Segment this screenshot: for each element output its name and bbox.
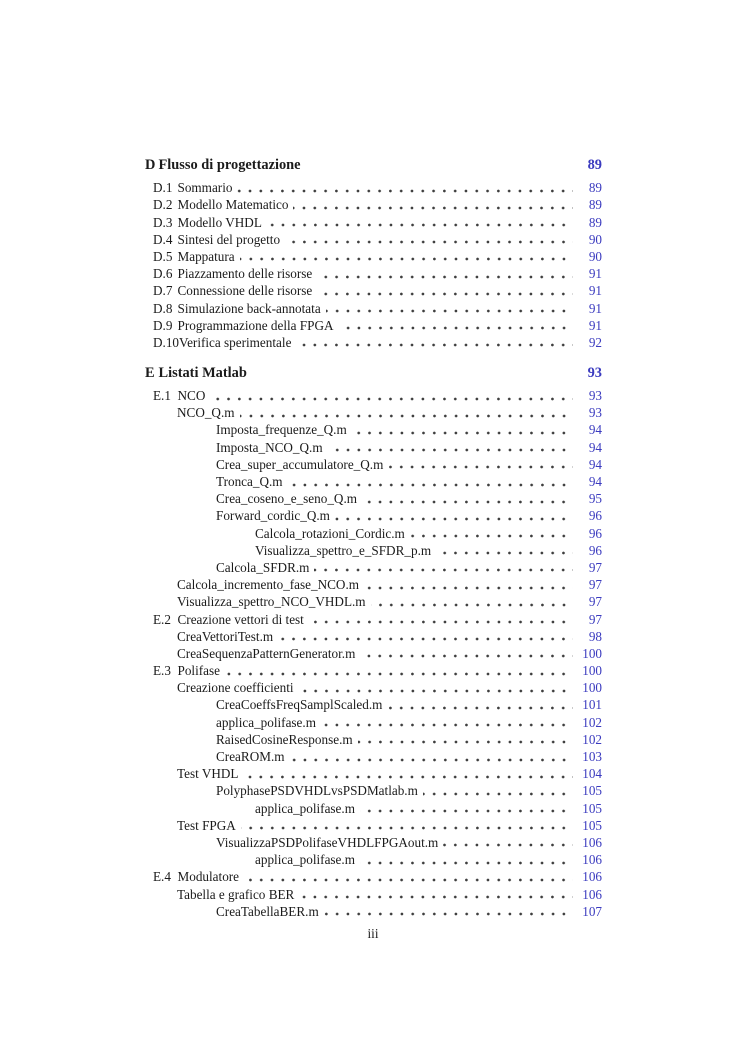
toc-entry xyxy=(145,178,602,195)
entry-page-link[interactable]: 106 xyxy=(582,869,602,885)
toc-entry xyxy=(145,764,602,781)
toc-entry xyxy=(145,627,602,644)
section-title: Listati Matlab xyxy=(158,364,247,381)
entry-number: D.4 xyxy=(153,231,173,247)
toc-entry xyxy=(145,609,602,626)
dotted-leader xyxy=(371,603,573,607)
entry-title: NCO xyxy=(177,388,206,404)
toc-entry xyxy=(145,712,602,729)
entry-number: D.3 xyxy=(153,214,173,230)
entry-title: Calcola_rotazioni_Cordic.m xyxy=(255,525,405,541)
entry-title: CreaTabellaBER.m xyxy=(216,903,319,919)
toc-entry xyxy=(145,489,602,506)
entry-title: Modulatore xyxy=(177,869,240,885)
entry-page-link[interactable]: 98 xyxy=(588,628,602,644)
dotted-leader xyxy=(309,620,573,624)
toc-section-heading xyxy=(145,363,602,382)
entry-title: Connessione delle risorse xyxy=(177,283,313,299)
entry-title: Crea_super_accumulatore_Q.m xyxy=(216,456,384,472)
dotted-leader xyxy=(436,551,573,555)
entry-title: CreaROM.m xyxy=(216,749,285,764)
entry-title: VisualizzaPSDPolifaseVHDLFPGAout.m xyxy=(216,834,439,850)
entry-title: Crea_coseno_e_seno_Q.m xyxy=(216,491,357,507)
dotted-leader xyxy=(443,843,573,847)
entry-page-link[interactable]: 93 xyxy=(588,388,602,404)
toc-entry xyxy=(145,730,602,747)
dotted-leader xyxy=(328,448,573,452)
entry-page-link[interactable]: 93 xyxy=(588,405,602,421)
dotted-leader xyxy=(237,189,573,193)
entry-page-link[interactable]: 104 xyxy=(582,766,602,782)
toc-entry xyxy=(145,558,602,575)
entry-title: PolyphasePSDVHDLvsPSDMatlab.m xyxy=(216,783,418,799)
toc-entry xyxy=(145,816,602,833)
toc-entry xyxy=(145,298,602,315)
entry-page-link[interactable]: 89 xyxy=(588,214,602,230)
toc-entry xyxy=(145,230,602,247)
toc-entry xyxy=(145,884,602,901)
table-of-contents xyxy=(145,155,602,919)
entry-title: Imposta_NCO_Q.m xyxy=(216,439,323,455)
entry-page-link[interactable]: 96 xyxy=(588,542,602,558)
toc-entry xyxy=(145,541,602,558)
entry-title: NCO_Q.m xyxy=(177,405,235,421)
dotted-leader xyxy=(388,465,573,469)
toc-entry xyxy=(145,386,602,403)
entry-title: Imposta_frequenze_Q.m xyxy=(216,422,347,438)
toc-entry xyxy=(145,455,602,472)
entry-page-link[interactable]: 102 xyxy=(582,714,602,730)
entry-page-link[interactable]: 101 xyxy=(582,697,602,713)
dotted-leader xyxy=(362,500,573,504)
toc-entry xyxy=(145,661,602,678)
dotted-leader xyxy=(240,414,573,418)
entry-title: Sintesi del progetto xyxy=(177,231,281,247)
entry-page-link[interactable]: 94 xyxy=(588,474,602,489)
dotted-leader xyxy=(299,689,573,693)
toc-entry xyxy=(145,420,602,437)
entry-title: Modello VHDL xyxy=(177,214,262,230)
entry-page-link[interactable]: 89 xyxy=(588,180,602,196)
entry-page-link[interactable]: 103 xyxy=(582,749,602,764)
entry-page-link[interactable]: 91 xyxy=(588,266,602,282)
dotted-leader xyxy=(244,878,573,882)
dotted-leader xyxy=(339,326,573,330)
entry-title: Forward_cordic_Q.m xyxy=(216,508,330,524)
toc-entry xyxy=(145,316,602,333)
dotted-leader xyxy=(240,257,573,261)
entry-page-link[interactable]: 106 xyxy=(582,852,602,868)
dotted-leader xyxy=(278,637,573,641)
entry-page-link[interactable]: 96 xyxy=(588,508,602,524)
toc-entry xyxy=(145,695,602,712)
entry-page-link[interactable]: 94 xyxy=(588,439,602,455)
entry-page-link[interactable]: 102 xyxy=(582,731,602,747)
dotted-leader xyxy=(410,534,573,538)
toc-entry xyxy=(145,867,602,884)
entry-page-link[interactable]: 97 xyxy=(588,577,602,593)
entry-number: D.10 xyxy=(153,334,180,350)
entry-title: RaisedCosineResponse.m xyxy=(216,731,353,747)
entry-page-link[interactable]: 92 xyxy=(588,334,602,350)
toc-entry xyxy=(145,437,602,454)
entry-number: D.8 xyxy=(153,300,173,316)
toc-entry xyxy=(145,575,602,592)
toc-entry xyxy=(145,523,602,540)
entry-title: Programmazione della FPGA xyxy=(177,317,334,333)
toc-entry xyxy=(145,592,602,609)
toc-entry xyxy=(145,247,602,264)
dotted-leader xyxy=(317,292,573,296)
entry-number: E.4 xyxy=(153,869,171,885)
dotted-leader xyxy=(241,826,573,830)
dotted-leader xyxy=(299,895,573,899)
entry-number: D.6 xyxy=(153,266,173,282)
dotted-leader xyxy=(317,275,573,279)
dotted-leader xyxy=(360,654,573,658)
entry-title: Sommario xyxy=(177,180,233,196)
entry-title: applica_polifase.m xyxy=(216,714,316,730)
entry-number: E.2 xyxy=(153,611,171,627)
entry-title: Tronca_Q.m xyxy=(216,474,283,489)
toc-section-heading xyxy=(145,155,602,174)
entry-page-link[interactable]: 89 xyxy=(588,197,602,213)
toc-entry xyxy=(145,644,602,661)
entry-page-link[interactable]: 107 xyxy=(582,903,602,919)
entry-page-link[interactable]: 100 xyxy=(582,663,602,679)
toc-section xyxy=(145,155,602,350)
toc-entry xyxy=(145,506,602,523)
entry-page-link[interactable]: 90 xyxy=(588,231,602,247)
dotted-leader xyxy=(423,792,573,796)
entry-title: Visualizza_spettro_e_SFDR_p.m xyxy=(255,542,432,558)
entry-title: CreaSequenzaPatternGenerator.m xyxy=(177,645,356,661)
entry-title: applica_polifase.m xyxy=(255,800,355,816)
dotted-leader xyxy=(243,775,573,779)
entry-page-link[interactable]: 105 xyxy=(582,783,602,799)
entry-page-link[interactable]: 94 xyxy=(588,422,602,438)
toc-entry xyxy=(145,264,602,281)
entry-title: CreaCoeffsFreqSamplScaled.m xyxy=(216,697,383,713)
entry-title: Piazzamento delle risorse xyxy=(177,266,313,282)
toc-entry xyxy=(145,212,602,229)
section-number: E xyxy=(145,364,155,381)
dotted-leader xyxy=(360,861,573,865)
toc-entry xyxy=(145,678,602,695)
dotted-leader xyxy=(293,206,573,210)
entry-page-link[interactable]: 106 xyxy=(582,834,602,850)
section-page-link[interactable]: 89 xyxy=(587,157,602,173)
entry-title: Creazione coefficienti xyxy=(177,680,294,696)
entry-page-link[interactable]: 94 xyxy=(588,456,602,472)
dotted-leader xyxy=(288,483,573,487)
section-number: D xyxy=(145,157,156,173)
entry-title: Verifica sperimentale xyxy=(179,334,292,350)
toc-entry xyxy=(145,472,602,489)
entry-number: D.1 xyxy=(153,180,173,196)
dotted-leader xyxy=(267,223,573,227)
dotted-leader xyxy=(387,706,573,710)
entry-page-link[interactable]: 100 xyxy=(582,680,602,696)
entry-title: Test VHDL xyxy=(177,766,239,782)
entry-title: applica_polifase.m xyxy=(255,852,355,868)
toc-section-entries xyxy=(145,178,602,350)
entry-number: D.9 xyxy=(153,317,173,333)
dotted-leader xyxy=(364,586,573,590)
entry-page-link[interactable]: 97 xyxy=(588,559,602,575)
dotted-leader xyxy=(326,309,573,313)
entry-title: Creazione vettori di test xyxy=(177,611,304,627)
dotted-leader xyxy=(225,672,573,676)
dotted-leader xyxy=(352,431,573,435)
dotted-leader xyxy=(358,740,573,744)
entry-title: Tabella e grafico BER xyxy=(177,886,295,902)
page-number-footer: iii xyxy=(367,926,379,941)
entry-title: Polifase xyxy=(177,663,220,679)
toc-entry xyxy=(145,195,602,212)
toc-entry xyxy=(145,781,602,798)
toc-entry xyxy=(145,747,602,764)
dotted-leader xyxy=(210,397,573,401)
section-page-link[interactable]: 93 xyxy=(587,364,602,381)
entry-page-link[interactable]: 91 xyxy=(588,317,602,333)
entry-page-link[interactable]: 90 xyxy=(588,248,602,264)
toc-entry xyxy=(145,333,602,350)
entry-title: Simulazione back-annotata xyxy=(177,300,321,316)
dotted-leader xyxy=(314,568,573,572)
entry-title: Calcola_incremento_fase_NCO.m xyxy=(177,577,360,593)
toc-entry xyxy=(145,850,602,867)
entry-page-link[interactable]: 105 xyxy=(582,817,602,833)
entry-page-link[interactable]: 91 xyxy=(588,300,602,316)
dotted-leader xyxy=(285,240,573,244)
entry-page-link[interactable]: 106 xyxy=(582,886,602,902)
entry-number: E.3 xyxy=(153,663,171,679)
toc-section-entries xyxy=(145,386,602,919)
entry-number: E.1 xyxy=(153,388,171,404)
entry-page-link[interactable]: 91 xyxy=(588,283,602,299)
dotted-leader xyxy=(321,723,573,727)
toc-entry xyxy=(145,403,602,420)
toc-entry xyxy=(145,281,602,298)
dotted-leader xyxy=(324,912,573,916)
entry-page-link[interactable]: 96 xyxy=(588,525,602,541)
dotted-leader xyxy=(335,517,573,521)
entry-page-link[interactable]: 95 xyxy=(588,491,602,507)
entry-title: Test FPGA xyxy=(177,817,236,833)
entry-title: CreaVettoriTest.m xyxy=(177,628,274,644)
toc-entry xyxy=(145,833,602,850)
toc-entry xyxy=(145,902,602,919)
entry-page-link[interactable]: 97 xyxy=(588,594,602,610)
toc-entry xyxy=(145,798,602,815)
dotted-leader xyxy=(296,343,573,347)
entry-title: Calcola_SFDR.m xyxy=(216,559,310,575)
entry-page-link[interactable]: 97 xyxy=(588,611,602,627)
entry-number: D.2 xyxy=(153,197,173,213)
section-title: Flusso di progettazione xyxy=(158,157,301,173)
entry-page-link[interactable]: 100 xyxy=(582,645,602,661)
dotted-leader xyxy=(290,758,574,762)
entry-title: Modello Matematico xyxy=(177,197,289,213)
dotted-leader xyxy=(360,809,573,813)
toc-section xyxy=(145,363,602,919)
entry-page-link[interactable]: 105 xyxy=(582,800,602,816)
entry-number: D.5 xyxy=(153,248,173,264)
entry-title: Mappatura xyxy=(177,248,235,264)
entry-title: Visualizza_spettro_NCO_VHDL.m xyxy=(177,594,366,610)
entry-number: D.7 xyxy=(153,283,173,299)
